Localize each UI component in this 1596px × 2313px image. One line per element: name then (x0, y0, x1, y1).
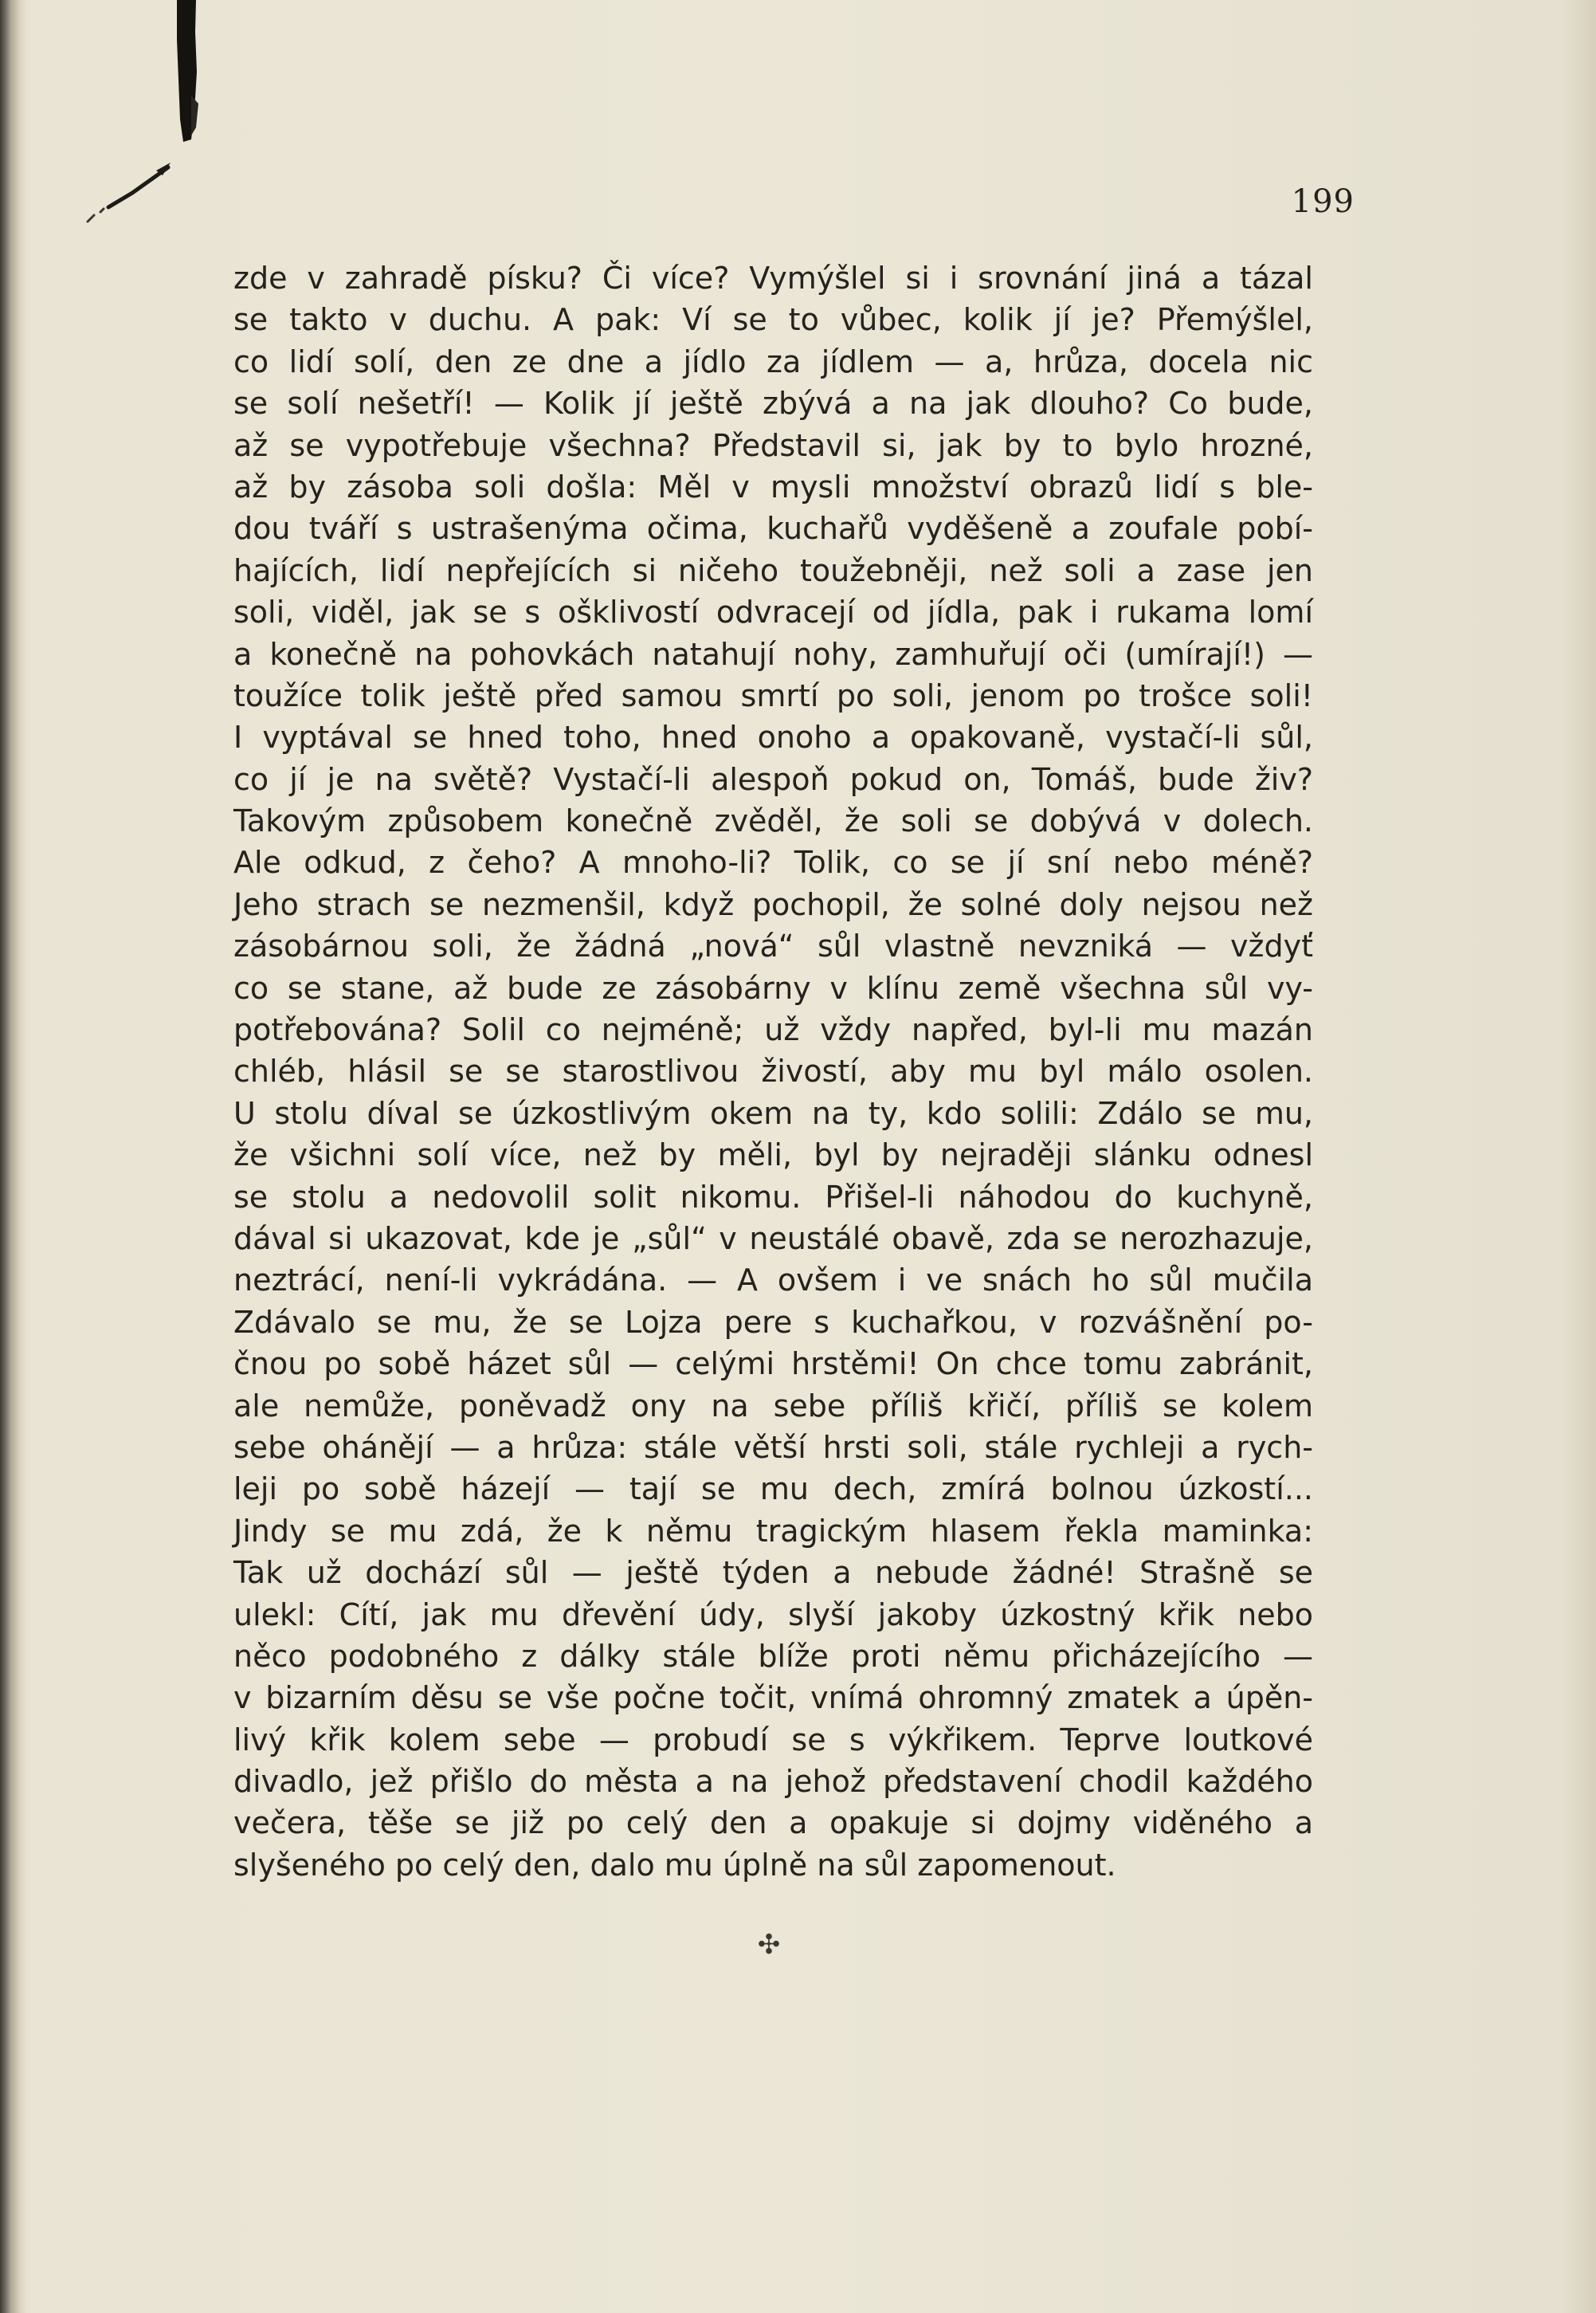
text-line: se stolu a nedovolil solit nikomu. Přišel-li náhodou do kuchyně, (233, 1179, 1313, 1215)
section-break-ornament: ✣ (757, 1929, 781, 1961)
ink-blot-mark (172, 0, 202, 143)
text-line: co se stane, až bude ze zásobárny v klínu země všechna sůl vy- (233, 970, 1313, 1006)
text-line: večera, těše se již po celý den a opakuje si dojmy viděného a (233, 1805, 1313, 1841)
text-line: Zdávalo se mu, že se Lojza pere s kuchařkou, v rozvášnění po- (233, 1304, 1313, 1340)
text-line: se takto v duchu. A pak: Ví se to vůbec, kolik jí je? Přemýšlel, (233, 302, 1313, 338)
text-line: Takovým způsobem konečně zvěděl, že soli se dobývá v dolech. (233, 803, 1313, 839)
text-line: Ale odkud, z čeho? A mnoho-li? Tolik, co se jí sní nebo méně? (233, 845, 1313, 881)
text-line: toužíce tolik ještě před samou smrtí po soli, jenom po trošce soli! (233, 677, 1313, 713)
text-line: dával si ukazovat, kde je „sůl“ v neustálé obavě, zda se nerozhazuje, (233, 1220, 1313, 1256)
text-line: ulekl: Cítí, jak mu dřevění údy, slyší jakoby úzkostný křik nebo (233, 1596, 1313, 1632)
text-line: co lidí solí, den ze dne a jídlo za jídlem — a, hrůza, docela nic (233, 344, 1313, 379)
pencil-stroke-mark (76, 151, 180, 231)
text-line: livý křik kolem sebe — probudí se s výkřikem. Teprve loutkové (233, 1722, 1313, 1757)
text-line: zde v zahradě písku? Či více? Vymýšlel si i srovnání jiná a tázal (233, 261, 1313, 296)
text-line: až se vypotřebuje všechna? Představil si, jak by to bylo hrozné, (233, 427, 1313, 463)
binding-edge (0, 0, 27, 2313)
text-line: chléb, hlásil se se starostlivou živostí, aby mu byl málo osolen. (233, 1054, 1313, 1090)
text-line: neztrácí, není-li vykrádána. — A ovšem i ve snách ho sůl mučila (233, 1263, 1313, 1298)
text-line: I vyptával se hned toho, hned onoho a opakovaně, vystačí-li sůl, (233, 720, 1313, 756)
page-number: 199 (1291, 183, 1355, 220)
text-line: soli, viděl, jak se s ošklivostí odvracejí od jídla, pak i rukama lomí (233, 595, 1313, 630)
text-line: Jindy se mu zdá, že k němu tragickým hlasem řekla maminka: (233, 1513, 1313, 1549)
text-line: se solí nešetří! — Kolik jí ještě zbývá a na jak dlouho? Co bude, (233, 386, 1313, 422)
text-line: Tak už dochází sůl — ještě týden a nebude žádné! Strašně se (233, 1555, 1313, 1591)
text-line: divadlo, jež přišlo do města a na jehož představení chodil každého (233, 1764, 1313, 1800)
text-line: U stolu díval se úzkostlivým okem na ty, kdo solili: Zdálo se mu, (233, 1095, 1313, 1131)
text-line: něco podobného z dálky stále blíže proti němu přicházejícího — (233, 1638, 1313, 1674)
text-line: co jí je na světě? Vystačí-li alespoň pokud on, Tomáš, bude živ? (233, 761, 1313, 797)
text-line: sebe ohánějí — a hrůza: stále větší hrsti soli, stále rychleji a rych- (233, 1429, 1313, 1465)
text-line: leji po sobě házejí — tají se mu dech, zmírá bolnou úzkostí... (233, 1471, 1313, 1507)
text-line: čnou po sobě házet sůl — celými hrstěmi! On chce tomu zabránit, (233, 1346, 1313, 1382)
text-line: Jeho strach se nezmenšil, když pochopil, že solné doly nejsou než (233, 886, 1313, 922)
text-line: zásobárnou soli, že žádná „nová“ sůl vlastně nevzniká — vždyť (233, 929, 1313, 964)
text-line: slyšeného po celý den, dalo mu úplně na sůl zapomenout. (233, 1847, 1116, 1883)
text-line: hajících, lidí nepřejících si ničeho toužebněji, než soli a zase jen (233, 552, 1313, 588)
text-line: že všichni solí více, než by měli, byl by nejraději slánku odnesl (233, 1137, 1313, 1173)
text-line: v bizarním děsu se vše počne točit, vnímá ohromný zmatek a úpěn- (233, 1680, 1313, 1716)
text-line: a konečně na pohovkách natahují nohy, zamhuřují oči (umírají!) — (233, 636, 1313, 672)
text-line: ale nemůže, poněvadž ony na sebe příliš křičí, příliš se kolem (233, 1388, 1313, 1424)
text-line: potřebována? Solil co nejméně; už vždy napřed, byl-li mu mazán (233, 1012, 1313, 1048)
text-line: až by zásoba soli došla: Měl v mysli množství obrazů lidí s ble- (233, 469, 1313, 505)
text-line: dou tváří s ustrašenýma očima, kuchařů vyděšeně a zoufale pobí- (233, 511, 1313, 547)
body-paragraph (233, 257, 1313, 1886)
